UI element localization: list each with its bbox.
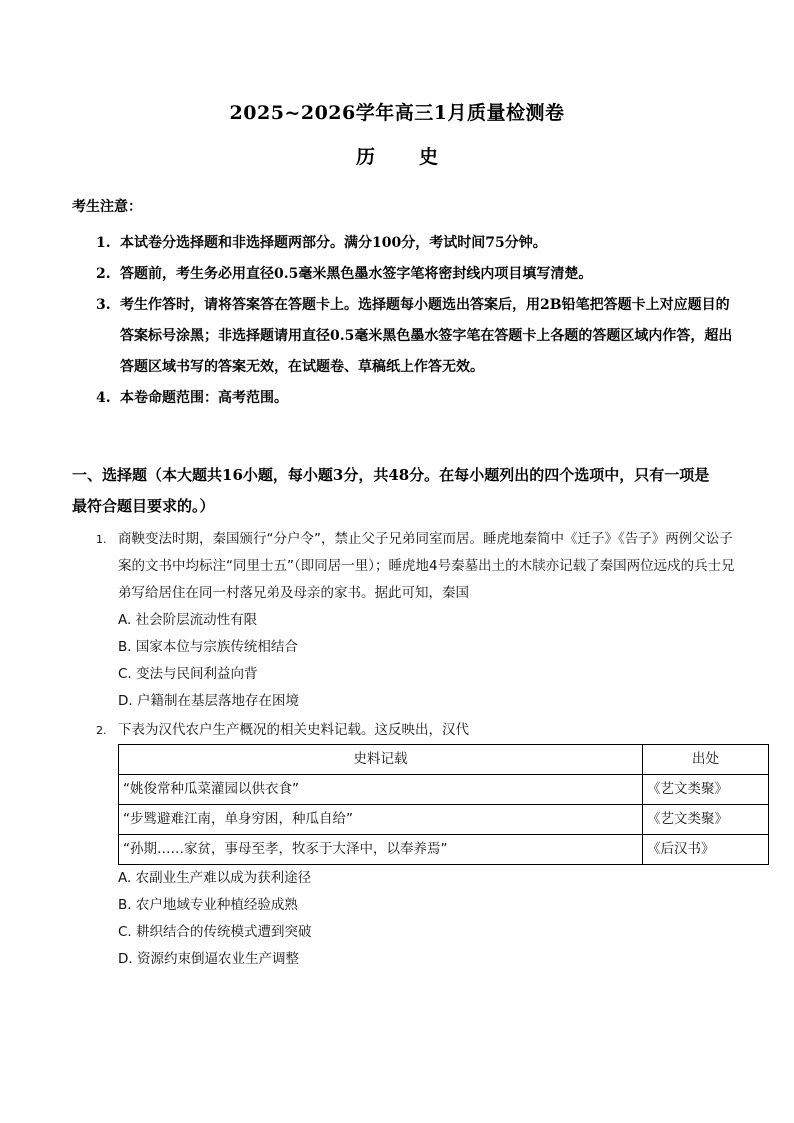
- subject-title: [0, 142, 794, 169]
- option-c: C. 耕织结合的传统模式遭到突破: [118, 924, 312, 940]
- notice-item: [96, 290, 736, 383]
- section-heading: 一、选择题（本大题共16小题，每小题3分，共48分。在每小题列出的四个选项中，只有一项是最符合题目要求的。）: [72, 466, 710, 515]
- table-cell-source: 《艺文类聚》: [643, 805, 769, 835]
- option-a: A. 社会阶层流动性有限: [118, 612, 258, 628]
- table-row: [119, 805, 769, 835]
- option-c: C. 变法与民间利益向背: [118, 666, 258, 682]
- table-cell-source: 《后汉书》: [643, 835, 769, 865]
- table-cell-record: “孙期……家贫，事母至孝，牧豕于大泽中，以奉养焉”: [119, 835, 643, 865]
- question-1: [96, 526, 736, 715]
- table-header-record: 史料记载: [119, 745, 643, 775]
- table-cell-source: 《艺文类聚》: [643, 775, 769, 805]
- table-header-row: [119, 745, 769, 775]
- notice-item: [96, 228, 736, 259]
- notice-item-number: 4.: [96, 390, 111, 406]
- notice-item: [96, 259, 736, 290]
- source-table: [118, 744, 769, 865]
- table-cell-record: “姚俊常种瓜菜灌园以供衣食”: [119, 775, 643, 805]
- notice-item-text: 本试卷分选择题和非选择题两部分。满分100分，考试时间75分钟。: [120, 235, 547, 251]
- subject-char-2: 史: [419, 146, 439, 168]
- subject-char-1: 历: [355, 146, 375, 168]
- table-cell-record: “步骘避难江南，单身穷困，种瓜自给”: [119, 805, 643, 835]
- notice-item-number: 3.: [96, 297, 111, 313]
- question-stem: 商鞅变法时期，秦国颁行“分户令”，禁止父子兄弟同室而居。睡虎地秦简中《迁子》《告子》两例父讼子案的文书中均标注“同里士五”（即同居一里）；睡虎地4号秦墓出土的木牍亦记载了秦国两位远戍的兵士兄弟写给居住在同一村落兄弟及母亲的家书。据此可知，秦国: [118, 531, 735, 601]
- table-row: [119, 775, 769, 805]
- notice-item-number: 1.: [96, 235, 111, 251]
- option-a: A. 农副业生产难以成为获利途径: [118, 870, 312, 886]
- option-d: D. 户籍制在基层落地存在困境: [118, 693, 299, 709]
- notice-item-text: 答题前，考生务必用直径0.5毫米黑色墨水签字笔将密封线内项目填写清楚。: [120, 266, 593, 282]
- question-stem: 下表为汉代农户生产概况的相关史料记载。这反映出，汉代: [118, 722, 469, 738]
- exam-title: 2025~2026学年高三1月质量检测卷: [229, 102, 565, 124]
- notice-item-number: 2.: [96, 266, 111, 282]
- notice-item: [96, 383, 736, 414]
- option-b: B. 国家本位与宗族传统相结合: [118, 639, 298, 655]
- option-d: D. 资源约束倒逼农业生产调整: [118, 951, 299, 967]
- notice-heading: 考生注意：: [72, 199, 142, 215]
- table-row: [119, 835, 769, 865]
- question-2: [96, 717, 736, 973]
- question-number: 2.: [96, 724, 107, 737]
- option-b: B. 农户地域专业种植经验成熟: [118, 897, 298, 913]
- notice-item-text: 本卷命题范围：高考范围。: [120, 390, 288, 406]
- notice-item-text: 考生作答时，请将答案答在答题卡上。选择题每小题选出答案后，用2B铅笔把答题卡上对应题目的答案标号涂黑；非选择题请用直径0.5毫米黑色墨水签字笔在答题卡上各题的答题区域内作答，超出答题区域书写的答案无效，在试题卷、草稿纸上作答无效。: [120, 297, 733, 375]
- table-header-source: 出处: [643, 745, 769, 775]
- question-number: 1.: [96, 533, 107, 546]
- notice-list: [96, 228, 736, 414]
